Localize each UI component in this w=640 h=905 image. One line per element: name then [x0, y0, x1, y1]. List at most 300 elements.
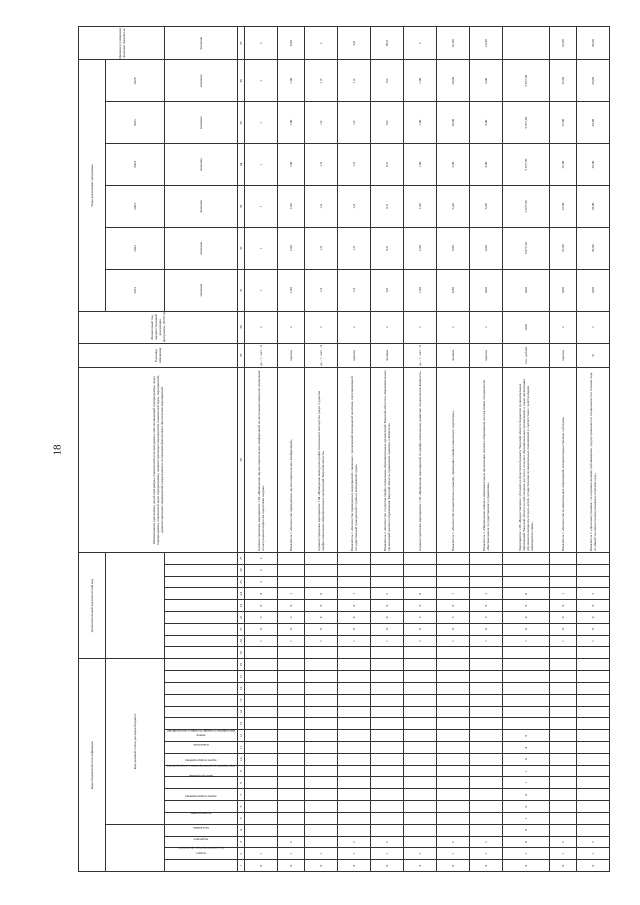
table-row [503, 27, 550, 872]
code-cell [305, 801, 338, 813]
code-cell [371, 824, 404, 836]
code-cell [404, 718, 437, 730]
code-cell: 0 [278, 860, 305, 872]
code-subheader [165, 588, 238, 600]
code-cell: 0 [245, 588, 278, 600]
code-cell [470, 812, 503, 824]
code-cell [503, 576, 550, 588]
row-name: Показатель 1 «Количество муниципальных образований, которым предоставлены субсидии» [550, 368, 577, 553]
code-cell [278, 718, 305, 730]
code-cell: 1 [245, 848, 278, 860]
code-cell [338, 801, 371, 813]
target-subheader: значение [165, 27, 238, 60]
row-year-value: 0,00 [577, 269, 610, 311]
row-year-value: 6,0 [371, 144, 404, 186]
code-cell: 0 [404, 588, 437, 600]
row-year-value: 3,00 [470, 186, 503, 228]
row-year-value: 33,00 [577, 60, 610, 102]
code-cell [470, 718, 503, 730]
code-cell: 5 [404, 612, 437, 624]
code-cell [404, 683, 437, 695]
row-unit: тыс. рублей [503, 343, 550, 368]
column-number: 28 [238, 368, 245, 553]
code-cell [404, 647, 437, 659]
code-cell: х [245, 564, 278, 576]
year-header: 2026 [106, 60, 165, 102]
code-cell [245, 683, 278, 695]
code-cell [371, 647, 404, 659]
code-cell [404, 706, 437, 718]
code-cell [437, 789, 470, 801]
code-cell [577, 564, 610, 576]
row-year-value: 5 677,50 [503, 186, 550, 228]
column-number: 21 [238, 623, 245, 635]
code-cell [577, 765, 610, 777]
column-number: 5 [238, 812, 245, 824]
row-year-value: 3,00 [470, 144, 503, 186]
code-cell: 0 [338, 860, 371, 872]
code-cell [437, 552, 470, 564]
code-cell: 1 [278, 588, 305, 600]
code-cell: 1 [503, 848, 550, 860]
code-cell [305, 671, 338, 683]
code-cell [437, 812, 470, 824]
code-cell [503, 706, 550, 718]
kosgu-header: Код целевой статьи расходов бюджета [106, 659, 165, 824]
column-number: 25 [238, 576, 245, 588]
code-subheader [165, 612, 238, 624]
row-name: Показатель 2 «Направление заявок в образовательные организации высшего образования по подготовке специалистов «Высшая школа государственного управления» [470, 368, 503, 553]
code-cell [437, 659, 470, 671]
row-year-value: 1,0 [338, 269, 371, 311]
row-fin-year: х [404, 311, 437, 343]
row-year-value: 1,00 [278, 60, 305, 102]
code-cell: 1 [278, 635, 305, 647]
code-cell: 0 [305, 860, 338, 872]
code-cell: 1 [371, 848, 404, 860]
row-year-value: 5,00 [437, 186, 470, 228]
code-cell [245, 836, 278, 848]
row-year-value: 1,0 [338, 144, 371, 186]
code-cell [245, 659, 278, 671]
row-year-value: 20,00 [437, 102, 470, 144]
code-cell: 1 [577, 635, 610, 647]
code-cell [305, 694, 338, 706]
fin-year-header: Финансовый год, предшествующий реализации программы, 2020 год [79, 311, 238, 343]
code-cell: 2 [550, 836, 577, 848]
column-number: 22 [238, 612, 245, 624]
row-unit: единиц [470, 343, 503, 368]
code-cell: 1 [577, 848, 610, 860]
row-year-value: 1,0 [338, 60, 371, 102]
code-cell [550, 706, 577, 718]
code-cell [338, 706, 371, 718]
year-header: 2024 [106, 144, 165, 186]
column-number: 23 [238, 600, 245, 612]
code-cell: 0 [503, 730, 550, 742]
rotated-table-wrapper [78, 27, 626, 872]
code-cell: 0 [305, 600, 338, 612]
code-cell [278, 659, 305, 671]
code-cell [338, 576, 371, 588]
code-cell: 0 [245, 600, 278, 612]
code-subheader [165, 694, 238, 706]
code-cell [338, 730, 371, 742]
code-cell [577, 824, 610, 836]
table-row [577, 27, 610, 872]
row-year-value: 1,0 [338, 102, 371, 144]
code-cell [371, 706, 404, 718]
code-cell [404, 789, 437, 801]
code-cell [437, 694, 470, 706]
code-cell [437, 824, 470, 836]
row-year-value: 1,0 [305, 269, 338, 311]
code-cell [371, 753, 404, 765]
row-year-value: 1,00 [278, 269, 305, 311]
code-cell [550, 730, 577, 742]
code-cell [245, 706, 278, 718]
code-cell: 0 [404, 623, 437, 635]
codes-group-header: Коды бюджетной классификации [79, 659, 106, 872]
row-year-value: 1,00 [278, 102, 305, 144]
row-target: 15,00 [470, 27, 503, 60]
row-year-value: 3,00 [470, 60, 503, 102]
table-row [470, 27, 503, 872]
table-row [404, 27, 437, 872]
code-cell [503, 683, 550, 695]
row-year-value: 3,00 [470, 102, 503, 144]
row-year-value: 1,00 [404, 227, 437, 269]
code-cell [278, 647, 305, 659]
code-cell [404, 765, 437, 777]
row-fin-year: х [577, 311, 610, 343]
code-cell [550, 777, 577, 789]
row-year-value: 22,00 [550, 144, 577, 186]
code-cell [437, 730, 470, 742]
code-cell [577, 647, 610, 659]
code-cell [338, 718, 371, 730]
code-cell [503, 552, 550, 564]
row-target: х [404, 27, 437, 60]
row-year-value: 1,00 [404, 102, 437, 144]
code-subheader [165, 659, 238, 671]
code-cell: 2 [577, 836, 610, 848]
row-year-value: 1,00 [278, 227, 305, 269]
code-cell [338, 765, 371, 777]
code-cell: 2 [437, 836, 470, 848]
column-number: 16 [238, 683, 245, 695]
year-header: 2023 [106, 186, 165, 228]
code-cell [577, 576, 610, 588]
code-cell [305, 777, 338, 789]
column-number: 19 [238, 647, 245, 659]
code-cell [371, 552, 404, 564]
row-year-value: 22,00 [550, 60, 577, 102]
code-cell [305, 824, 338, 836]
row-unit: да – 1 / нет – 0 [245, 343, 278, 368]
code-cell: 4 [503, 742, 550, 754]
row-fin-year: х [470, 311, 503, 343]
row-unit: человек [371, 343, 404, 368]
code-cell: 1 [550, 588, 577, 600]
row-unit: % [577, 343, 610, 368]
code-cell: 0 [437, 600, 470, 612]
row-year-value: 1 [245, 60, 278, 102]
row-year-value: 0,00 [503, 269, 550, 311]
code-cell [371, 564, 404, 576]
row-year-value: 1,0 [305, 60, 338, 102]
column-number: 3 [238, 836, 245, 848]
code-cell [338, 742, 371, 754]
code-cell: 4 [305, 612, 338, 624]
code-cell [404, 812, 437, 824]
column-number: 26 [238, 564, 245, 576]
code-cell [577, 671, 610, 683]
code-cell [371, 812, 404, 824]
row-fin-year: х [437, 311, 470, 343]
row-year-value: 1,00 [404, 269, 437, 311]
column-number: 30 [238, 311, 245, 343]
year-value-subheader: значение [165, 144, 238, 186]
code-cell: 0 [245, 860, 278, 872]
target-header: Целевое (суммарное) значение показателя [79, 27, 165, 60]
row-year-value: 3,00 [470, 227, 503, 269]
code-cell [470, 801, 503, 813]
code-cell [278, 564, 305, 576]
code-cell [305, 564, 338, 576]
code-cell [404, 801, 437, 813]
code-cell [305, 683, 338, 695]
code-cell [338, 812, 371, 824]
code-cell [404, 777, 437, 789]
row-year-value: 22,00 [550, 227, 577, 269]
row-year-value: 5 677,50 [503, 144, 550, 186]
row-year-value: 1 [245, 102, 278, 144]
code-cell [338, 683, 371, 695]
row-year-value: 0,00 [470, 269, 503, 311]
code-cell: 1 [503, 765, 550, 777]
code-subheader: программа [165, 824, 238, 836]
code-subheader: показатель [165, 742, 238, 754]
code-cell: 2 [577, 588, 610, 600]
code-cell [278, 706, 305, 718]
row-year-value: 1 [245, 186, 278, 228]
row-name: Мероприятие 1.06 «Предоставление субсидий из областного бюджета Тверской области бюджетам муниципальных образований Тверской области на обеспечение доступа к сельских образовательных организаций, а также организации обучения по вопросам отдыха детей, осуществление муниципальных полномочий в соответствии с действующим законодательством» [503, 368, 550, 553]
code-cell: 4 [371, 612, 404, 624]
code-cell [503, 671, 550, 683]
code-cell [338, 753, 371, 765]
code-cell [550, 824, 577, 836]
code-cell: 0 [371, 623, 404, 635]
code-cell [550, 647, 577, 659]
row-year-value: 1,00 [404, 60, 437, 102]
row-fin-year: х [338, 311, 371, 343]
column-number: 29 [238, 343, 245, 368]
column-number: 11 [238, 742, 245, 754]
code-subheader [165, 671, 238, 683]
row-name: Показатель 2 «Количество студентов профессиональных образовательных организаций Тверской области и образовательных организаций высшего образования Тверской области, прошедших практику в Комитете» [371, 368, 404, 553]
code-cell [550, 659, 577, 671]
column-number: 17 [238, 671, 245, 683]
code-cell [338, 647, 371, 659]
column-number: 35 [238, 102, 245, 144]
add-group-header: Дополнительный аналитический код [79, 552, 106, 658]
page-number: 18 [51, 444, 64, 456]
code-cell: 0 [305, 588, 338, 600]
code-cell [470, 683, 503, 695]
code-subheader: задача подпрограммы [165, 801, 238, 813]
code-cell [437, 671, 470, 683]
row-year-value: 6,0 [371, 60, 404, 102]
row-fin-year: х [245, 311, 278, 343]
row-year-value: 1,00 [278, 144, 305, 186]
code-cell [278, 576, 305, 588]
unit-header: Единица измерения [79, 343, 238, 368]
code-cell: 0 [503, 801, 550, 813]
column-number: 15 [238, 694, 245, 706]
code-cell [278, 824, 305, 836]
column-number: 27 [238, 552, 245, 564]
code-subheader [165, 635, 238, 647]
code-cell [404, 694, 437, 706]
row-year-value: 22,00 [550, 186, 577, 228]
code-cell: 0 [550, 623, 577, 635]
code-cell [437, 718, 470, 730]
code-cell: 0 [371, 600, 404, 612]
code-cell [470, 730, 503, 742]
code-cell [404, 742, 437, 754]
row-fin-year: х [371, 311, 404, 343]
code-cell [470, 824, 503, 836]
code-cell [338, 789, 371, 801]
code-cell [470, 659, 503, 671]
row-year-value: 6,0 [371, 227, 404, 269]
column-number: 12 [238, 730, 245, 742]
code-cell [245, 777, 278, 789]
code-cell [371, 683, 404, 695]
row-target: х [245, 27, 278, 60]
code-cell [437, 742, 470, 754]
code-cell: 1 [470, 635, 503, 647]
code-cell: 1 [338, 848, 371, 860]
code-cell: 2 [278, 836, 305, 848]
code-cell: 0 [338, 600, 371, 612]
code-cell [470, 647, 503, 659]
year-header: 2021 [106, 269, 165, 311]
row-unit: единиц [338, 343, 371, 368]
code-cell: 5 [437, 612, 470, 624]
code-cell [245, 742, 278, 754]
code-cell: х [245, 576, 278, 588]
code-subheader [165, 647, 238, 659]
code-cell [577, 812, 610, 824]
code-cell [437, 801, 470, 813]
year-value-subheader: значение [165, 102, 238, 144]
code-cell [245, 730, 278, 742]
code-cell: 1 [503, 777, 550, 789]
code-cell [305, 659, 338, 671]
row-unit: да – 1 / нет – 0 [404, 343, 437, 368]
code-cell: 1 [550, 848, 577, 860]
code-subheader: номер [165, 730, 238, 742]
code-cell [470, 671, 503, 683]
table-row [278, 27, 305, 872]
code-cell [245, 801, 278, 813]
row-target: 6,00 [278, 27, 305, 60]
code-cell [437, 777, 470, 789]
code-cell [503, 659, 550, 671]
code-cell: 0 [338, 623, 371, 635]
table-row [550, 27, 577, 872]
code-cell: 3 [278, 612, 305, 624]
row-target: 36,0 [371, 27, 404, 60]
code-cell [577, 753, 610, 765]
code-cell [503, 647, 550, 659]
code-cell [305, 742, 338, 754]
row-year-value: 1,0 [338, 186, 371, 228]
code-cell [371, 742, 404, 754]
code-cell [470, 789, 503, 801]
row-year-value: 1,0 [305, 144, 338, 186]
code-cell: 0 [470, 860, 503, 872]
row-year-value: 1,00 [278, 186, 305, 228]
code-cell: 2 [470, 836, 503, 848]
row-year-value: 1 [245, 144, 278, 186]
row-year-value: 1,0 [305, 186, 338, 228]
table-row [371, 27, 404, 872]
code-subheader [165, 683, 238, 695]
row-target: 33,00 [577, 27, 610, 60]
code-subheader: раздел [165, 848, 238, 860]
code-cell: 1 [503, 812, 550, 824]
code-cell [278, 777, 305, 789]
code-cell [305, 812, 338, 824]
code-cell [371, 777, 404, 789]
row-year-value: 1,0 [305, 102, 338, 144]
code-cell: 0 [503, 789, 550, 801]
code-cell [338, 671, 371, 683]
code-subheader [165, 706, 238, 718]
code-cell [278, 694, 305, 706]
code-subheader: код администратора программы [165, 860, 238, 872]
code-cell: 0 [305, 623, 338, 635]
code-cell [371, 659, 404, 671]
column-number: 34 [238, 144, 245, 186]
column-number: 2 [238, 848, 245, 860]
code-cell [577, 706, 610, 718]
code-cell [550, 564, 577, 576]
code-cell: 1 [437, 588, 470, 600]
code-cell [550, 812, 577, 824]
code-cell [338, 777, 371, 789]
code-cell: 0 [245, 623, 278, 635]
code-cell [577, 801, 610, 813]
code-cell [404, 824, 437, 836]
row-name: Показатель 2 «Доля выпускников с исследовательскими публикациями, трудоустроенных по специальности в течение года, от общей численности выпускников в отчетном году» [577, 368, 610, 553]
column-number: 18 [238, 659, 245, 671]
code-cell [305, 576, 338, 588]
code-cell: 0 [503, 860, 550, 872]
table-row [305, 27, 338, 872]
code-cell: 1 [371, 635, 404, 647]
year-header: 2025 [106, 102, 165, 144]
column-number: 31 [238, 269, 245, 311]
row-target: 6,0 [338, 27, 371, 60]
code-cell [371, 718, 404, 730]
column-number: 9 [238, 765, 245, 777]
code-cell [305, 730, 338, 742]
row-target [503, 27, 550, 60]
